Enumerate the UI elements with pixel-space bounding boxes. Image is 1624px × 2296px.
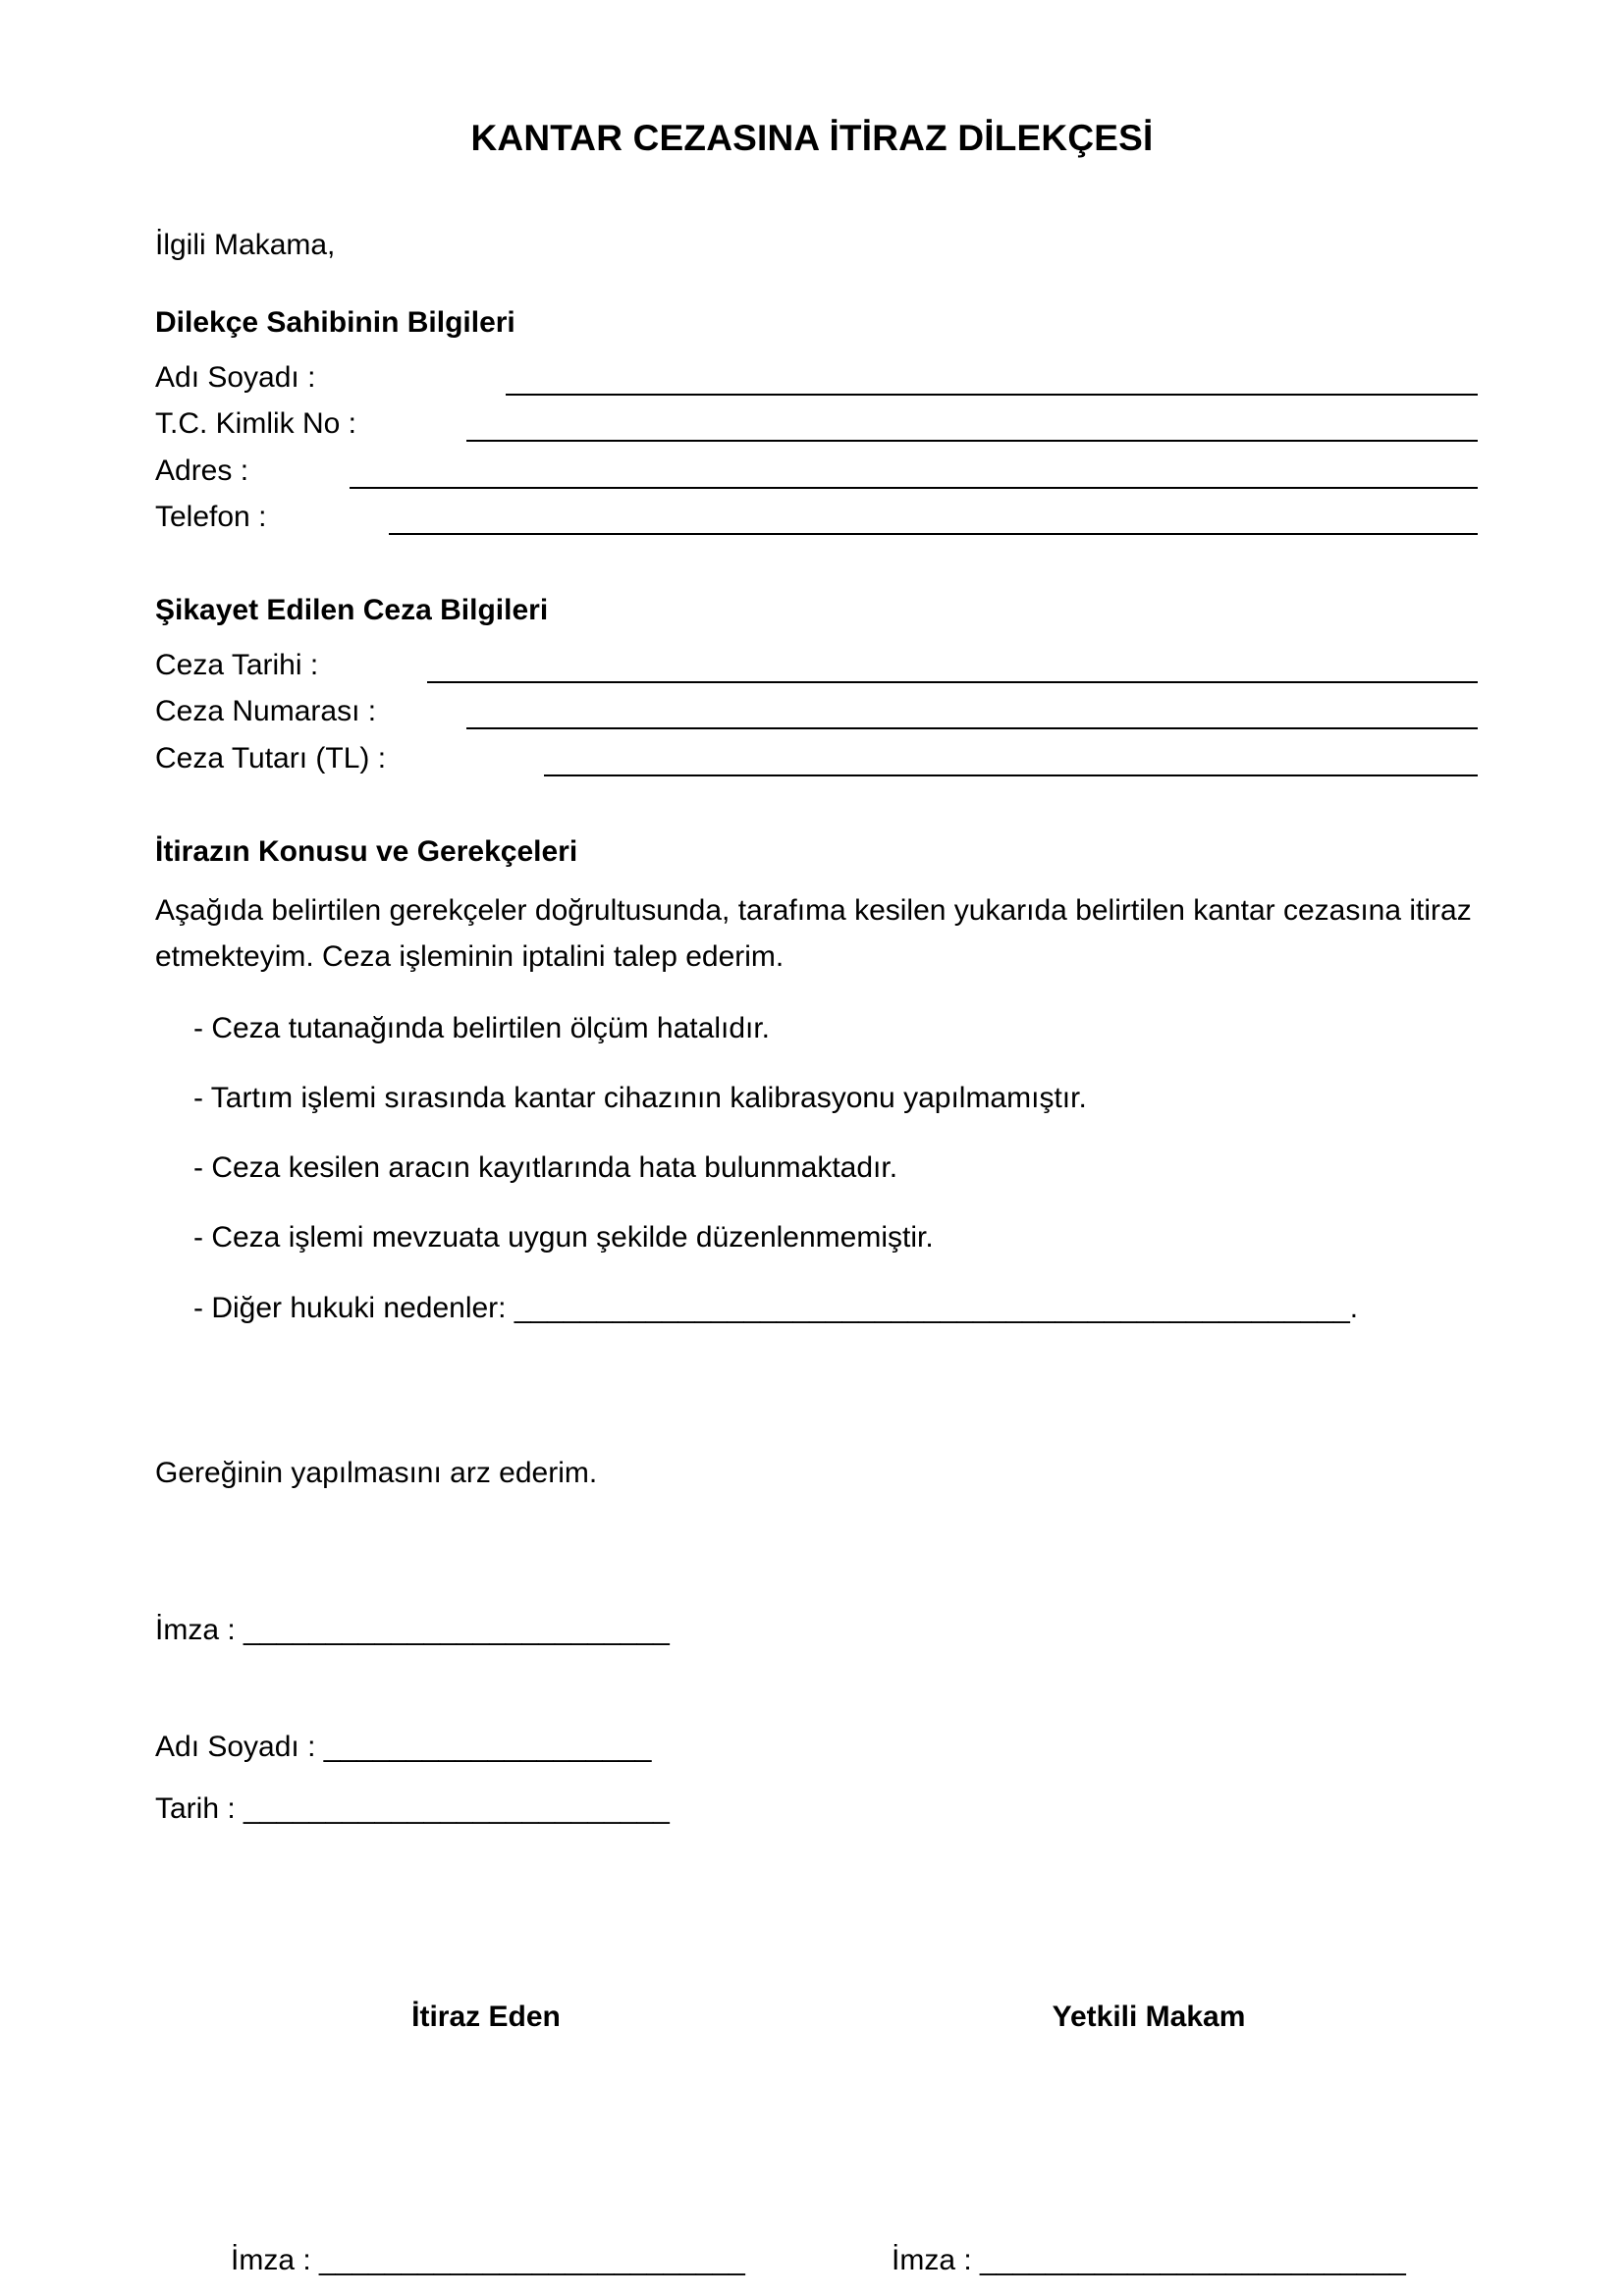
field-label-phone: Telefon :: [155, 501, 267, 533]
footer-right-heading: Yetkili Makam: [1052, 2001, 1246, 2033]
footer-left-heading: İtiraz Eden: [411, 2001, 561, 2033]
applicant-section-heading: Dilekçe Sahibinin Bilgileri: [155, 306, 515, 339]
name-line: Adı Soyadı : ____________________: [155, 1731, 652, 1763]
reason-item-other: - Diğer hukuki nedenler: ___________________________________________________.: [193, 1292, 1359, 1324]
field-label-address: Adres :: [155, 454, 249, 487]
date-line: Tarih : __________________________: [155, 1792, 670, 1825]
objection-section-heading: İtirazın Konusu ve Gerekçeleri: [155, 835, 578, 868]
footer-left-signature: İmza : __________________________: [231, 2244, 745, 2276]
field-line-penalty-number[interactable]: [466, 727, 1478, 729]
reason-item: - Ceza tutanağında belirtilen ölçüm hatalıdır.: [193, 1012, 771, 1044]
greeting: İlgili Makama,: [155, 229, 336, 261]
reason-item: - Ceza işlemi mevzuata uygun şekilde düzenlenmemiştir.: [193, 1221, 934, 1254]
field-label-penalty-date: Ceza Tarihi :: [155, 649, 319, 681]
field-line-penalty-date[interactable]: [427, 681, 1478, 683]
objection-paragraph: Aşağıda belirtilen gerekçeler doğrultusunda, tarafıma kesilen yukarıda belirtilen kantar cezasına itiraz etmekteyim. Ceza işleminin iptalini talep ederim.: [155, 894, 1472, 973]
field-label-penalty-number: Ceza Numarası :: [155, 695, 377, 727]
field-label-penalty-amount: Ceza Tutarı (TL) :: [155, 742, 387, 774]
field-label-name: Adı Soyadı :: [155, 361, 316, 394]
signature-line: İmza : __________________________: [155, 1614, 670, 1646]
field-line-tc-id[interactable]: [466, 440, 1478, 442]
field-line-phone[interactable]: [389, 533, 1478, 535]
penalty-section-heading: Şikayet Edilen Ceza Bilgileri: [155, 594, 549, 626]
reason-item: - Tartım işlemi sırasında kantar cihazının kalibrasyonu yapılmamıştır.: [193, 1082, 1087, 1114]
reason-item: - Ceza kesilen aracın kayıtlarında hata bulunmaktadır.: [193, 1151, 898, 1184]
closing-statement: Gereğinin yapılmasını arz ederim.: [155, 1457, 598, 1489]
footer-right-signature: İmza : __________________________: [892, 2244, 1406, 2276]
field-line-penalty-amount[interactable]: [544, 774, 1478, 776]
document-title: KANTAR CEZASINA İTİRAZ DİLEKÇESİ: [470, 118, 1154, 158]
field-line-name[interactable]: [506, 394, 1478, 396]
field-line-address[interactable]: [350, 487, 1478, 489]
field-label-tc-id: T.C. Kimlik No :: [155, 407, 357, 440]
